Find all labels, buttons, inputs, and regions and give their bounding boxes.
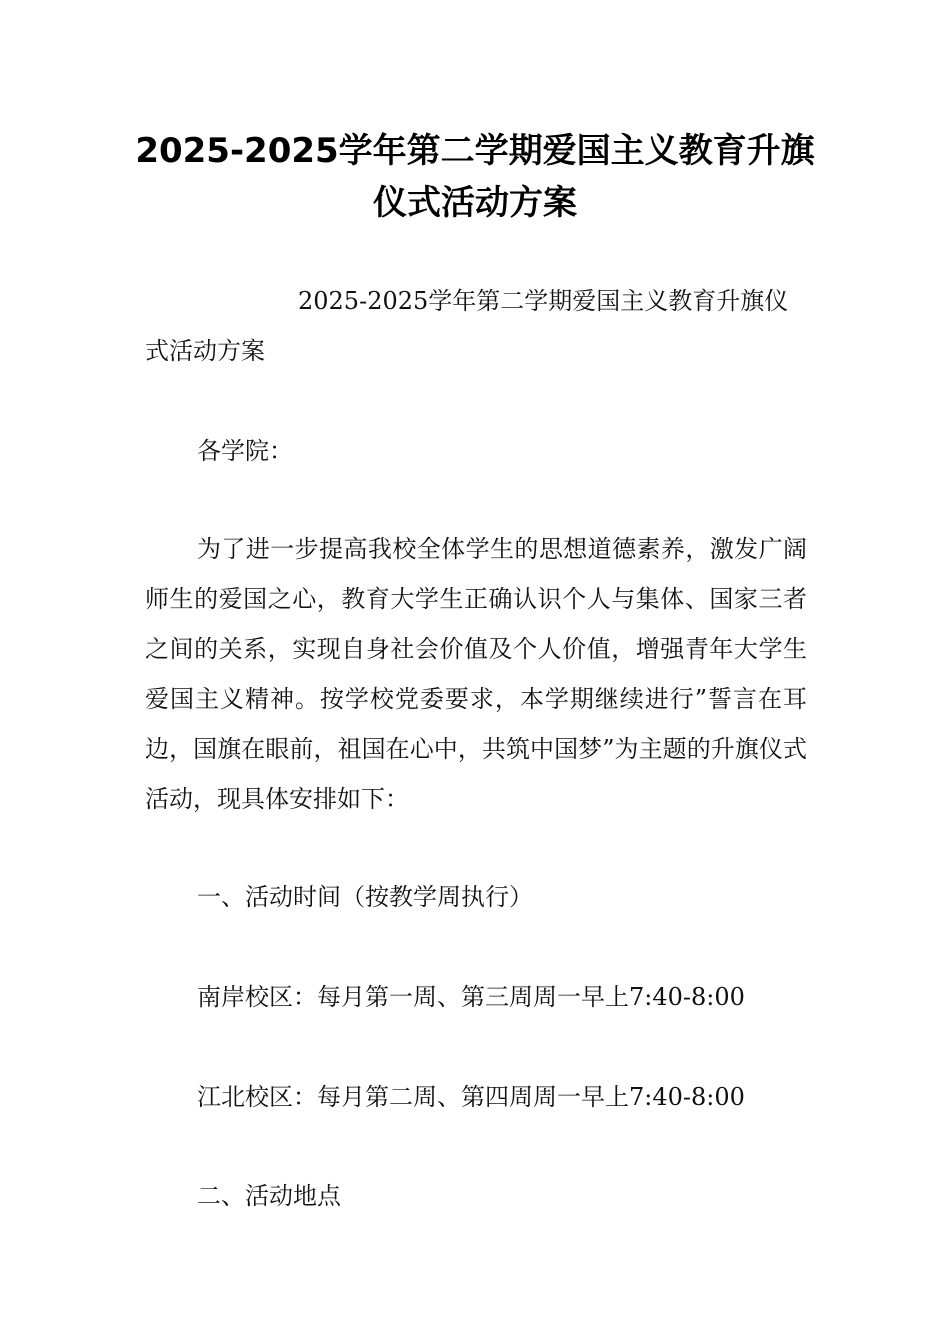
subtitle-line-2: 式活动方案 — [145, 337, 265, 365]
schedule-nanan-campus: 南岸校区：每月第一周、第三周周一早上7:40-8:00 — [197, 983, 745, 1011]
subtitle-line-1: 2025-2025学年第二学期爱国主义教育升旗仪 — [298, 287, 789, 315]
section-1-heading: 一、活动时间（按教学周执行） — [197, 883, 533, 911]
intro-paragraph: 为了进一步提高我校全体学生的思想道德素养，激发广阔师生的爱国之心，教育大学生正确认识个人与集体、国家三者之间的关系，实现自身社会价值及个人价值，增强青年大学生爱国主义精神。按学校党委要求，本学期继续进行”誓言在耳边，国旗在眼前，祖国在心中，共筑中国梦”为主题的升旗仪式活动，现具体安排如下： — [145, 535, 807, 813]
salutation: 各学院： — [197, 437, 293, 465]
document-title-line-2: 仪式活动方案 — [373, 183, 577, 223]
section-2-heading: 二、活动地点 — [197, 1182, 341, 1210]
schedule-jiangbei-campus: 江北校区：每月第二周、第四周周一早上7:40-8:00 — [197, 1083, 745, 1111]
document-title-line-1: 2025-2025学年第二学期爱国主义教育升旗 — [135, 131, 815, 171]
